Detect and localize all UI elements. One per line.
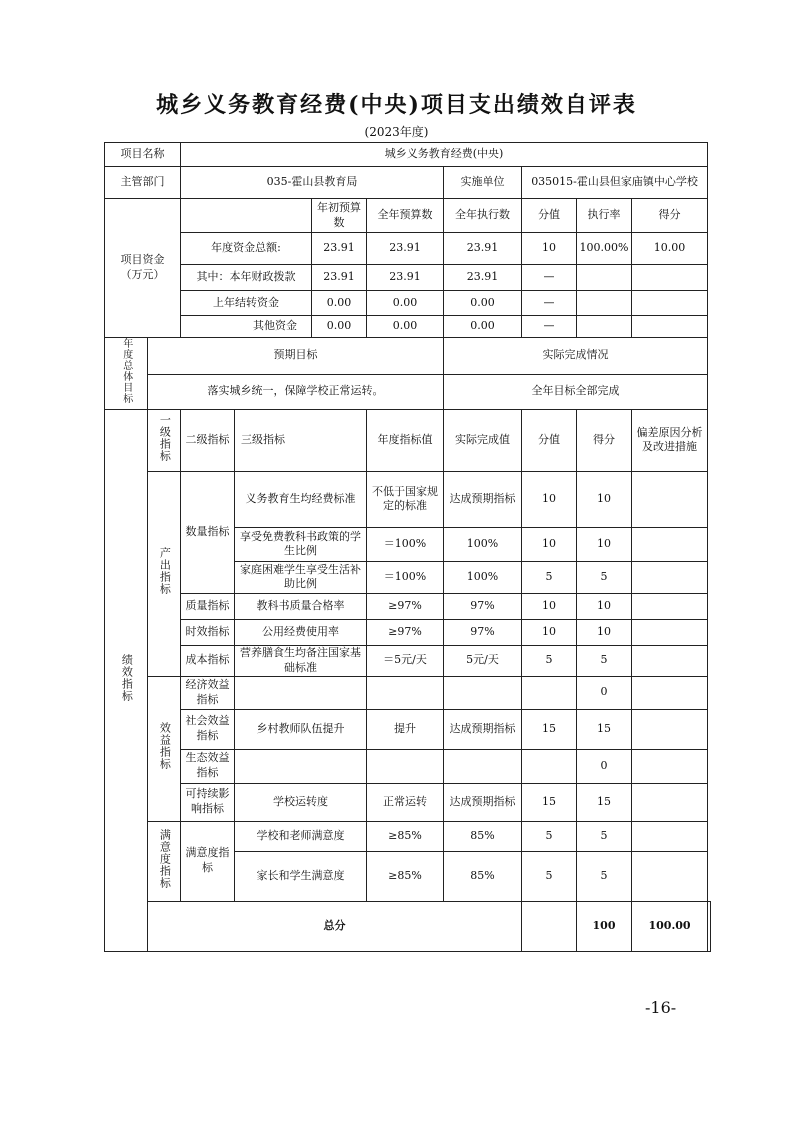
page-number: -16- [645,998,677,1017]
funds-cell: 23.91 [367,233,444,265]
header-level2: 二级指标 [181,409,235,471]
indicator-score: 10 [577,593,632,619]
indicator-note [632,645,708,676]
indicator-note [632,821,708,851]
indicator-actual: 100% [444,561,522,593]
dept-label: 主管部门 [105,167,181,199]
timeliness-label: 时效指标 [181,619,235,645]
total-value: 100 [577,901,632,951]
funds-header-score-value: 分值 [522,199,577,233]
funds-cell: 0.00 [367,316,444,338]
indicator-note [632,561,708,593]
indicator-actual: 达成预期指标 [444,709,522,749]
indicator-value [522,676,577,709]
indicator-score: 5 [577,851,632,901]
indicators-section-label [105,409,148,951]
funds-cell: 0.00 [367,291,444,316]
indicator-l3 [235,749,367,783]
indicator-l3: 教科书质量合格率 [235,593,367,619]
indicator-note [632,709,708,749]
indicator-target: ＝100% [367,527,444,561]
funds-label [105,199,181,338]
indicator-value: 5 [522,821,577,851]
header-score-value: 分值 [522,409,577,471]
indicator-note [632,593,708,619]
indicator-note [632,619,708,645]
benefit-label [148,676,181,821]
goals-label-text: 年度总体目标 [120,338,132,404]
funds-header-annual: 全年预算数 [367,199,444,233]
indicator-score: 5 [577,561,632,593]
header-level1-text: 一级指标 [158,413,172,462]
indicator-note [632,471,708,527]
indicator-l3: 家庭困难学生享受生活补助比例 [235,561,367,593]
quality-label: 质量指标 [181,593,235,619]
total-label: 总分 [148,901,522,951]
header-level3: 三级指标 [235,409,367,471]
indicator-l3: 家长和学生满意度 [235,851,367,901]
impl-label: 实施单位 [444,167,522,199]
funds-cell [632,316,708,338]
indicator-value: 15 [522,709,577,749]
funds-header-score: 得分 [632,199,708,233]
funds-label-text: 项目资金（万元） [120,253,165,281]
indicator-note [632,783,708,821]
indicator-actual: 97% [444,593,522,619]
indicator-score: 15 [577,783,632,821]
goals-actual: 全年目标全部完成 [444,374,708,409]
indicator-score: 0 [577,676,632,709]
indicator-value: 5 [522,851,577,901]
sustainable-label: 可持续影响指标 [181,783,235,821]
satisfaction-l1-text: 满意度指标 [158,828,172,889]
quantity-label: 数量指标 [181,471,235,593]
indicator-l3: 义务教育生均经费标准 [235,471,367,527]
indicator-actual: 97% [444,619,522,645]
total-blank [522,901,577,951]
indicator-value: 10 [522,619,577,645]
funds-cell: 100.00% [577,233,632,265]
funds-row-label: 上年结转资金 [181,291,312,316]
funds-cell [632,291,708,316]
funds-cell: 23.91 [444,265,522,291]
funds-cell: 10 [522,233,577,265]
funds-cell: — [522,265,577,291]
funds-cell: 0.00 [444,291,522,316]
indicator-score: 0 [577,749,632,783]
goals-actual-header: 实际完成情况 [444,338,708,375]
satisfaction-l2-label: 满意度指标 [181,821,235,901]
total-score: 100.00 [632,901,708,951]
indicator-actual: 85% [444,851,522,901]
benefit-label-text: 效益指标 [158,722,172,771]
header-target: 年度指标值 [367,409,444,471]
header-level1 [148,409,181,471]
indicator-target: ＝5元/天 [367,645,444,676]
output-label-text: 产出指标 [158,547,172,596]
indicator-note [632,851,708,901]
funds-cell: 10.00 [632,233,708,265]
impl-value: 035015-霍山县但家庙镇中心学校 [522,167,708,199]
indicator-value: 5 [522,645,577,676]
social-label: 社会效益指标 [181,709,235,749]
funds-row-label: 其中：本年财政拨款 [181,265,312,291]
indicator-value [522,749,577,783]
funds-cell: 23.91 [312,265,367,291]
dept-value: 035-霍山县教育局 [181,167,444,199]
indicator-note [632,749,708,783]
funds-cell [577,291,632,316]
header-actual: 实际完成值 [444,409,522,471]
document-title: 城乡义务教育经费(中央)项目支出绩效自评表 [156,92,637,118]
total-note [708,901,711,951]
indicator-target [367,749,444,783]
indicator-target: ≥85% [367,821,444,851]
funds-header-executed: 全年执行数 [444,199,522,233]
indicator-target: ＝100% [367,561,444,593]
indicators-section-text: 绩效指标 [120,653,134,702]
indicator-score: 15 [577,709,632,749]
funds-row-label: 其他资金 [181,316,312,338]
funds-cell: 23.91 [312,233,367,265]
indicator-target [367,676,444,709]
funds-cell: 0.00 [312,316,367,338]
indicator-actual: 达成预期指标 [444,471,522,527]
indicator-note [632,676,708,709]
indicator-l3: 公用经费使用率 [235,619,367,645]
header-deviation: 偏差原因分析及改进措施 [632,409,708,471]
indicator-score: 10 [577,471,632,527]
indicator-l3: 学校和老师满意度 [235,821,367,851]
funds-cell: 0.00 [444,316,522,338]
funds-cell: — [522,316,577,338]
ecological-label: 生态效益指标 [181,749,235,783]
indicator-score: 5 [577,821,632,851]
funds-cell [577,316,632,338]
indicator-target: 正常运转 [367,783,444,821]
indicator-actual: 85% [444,821,522,851]
indicator-note [632,527,708,561]
indicator-actual [444,676,522,709]
funds-cell [577,265,632,291]
indicator-target: ≥85% [367,851,444,901]
satisfaction-l1-label [148,821,181,901]
indicator-actual: 5元/天 [444,645,522,676]
indicator-value: 5 [522,561,577,593]
indicator-target: ≥97% [367,593,444,619]
funds-header-initial: 年初预算数 [312,199,367,233]
indicator-value: 10 [522,527,577,561]
funds-header-rate: 执行率 [577,199,632,233]
indicator-score: 5 [577,645,632,676]
indicator-value: 10 [522,593,577,619]
evaluation-table [104,142,711,952]
indicator-score: 10 [577,527,632,561]
funds-cell: 23.91 [367,265,444,291]
indicator-target: 提升 [367,709,444,749]
indicator-l3 [235,676,367,709]
indicator-target: 不低于国家规定的标准 [367,471,444,527]
indicator-l3: 享受免费教科书政策的学生比例 [235,527,367,561]
project-name-label: 项目名称 [105,143,181,167]
economic-label: 经济效益指标 [181,676,235,709]
funds-cell: 0.00 [312,291,367,316]
header-score: 得分 [577,409,632,471]
output-label [148,471,181,676]
indicator-actual: 100% [444,527,522,561]
indicator-value: 15 [522,783,577,821]
indicator-l3: 乡村教师队伍提升 [235,709,367,749]
cost-label: 成本指标 [181,645,235,676]
indicator-l3: 学校运转度 [235,783,367,821]
indicator-score: 10 [577,619,632,645]
funds-row-label: 年度资金总额: [181,233,312,265]
funds-cell: — [522,291,577,316]
indicator-l3: 营养膳食生均备注国家基础标准 [235,645,367,676]
project-name-value: 城乡义务教育经费(中央) [181,143,708,167]
funds-cell [632,265,708,291]
funds-cell: 23.91 [444,233,522,265]
goals-expected-header: 预期目标 [148,338,444,375]
document-subtitle: (2023年度) [364,125,429,139]
funds-header-blank [181,199,312,233]
goals-label [105,338,148,410]
indicator-actual [444,749,522,783]
goals-expected: 落实城乡统一，保障学校正常运转。 [148,374,444,409]
indicator-target: ≥97% [367,619,444,645]
indicator-value: 10 [522,471,577,527]
indicator-actual: 达成预期指标 [444,783,522,821]
